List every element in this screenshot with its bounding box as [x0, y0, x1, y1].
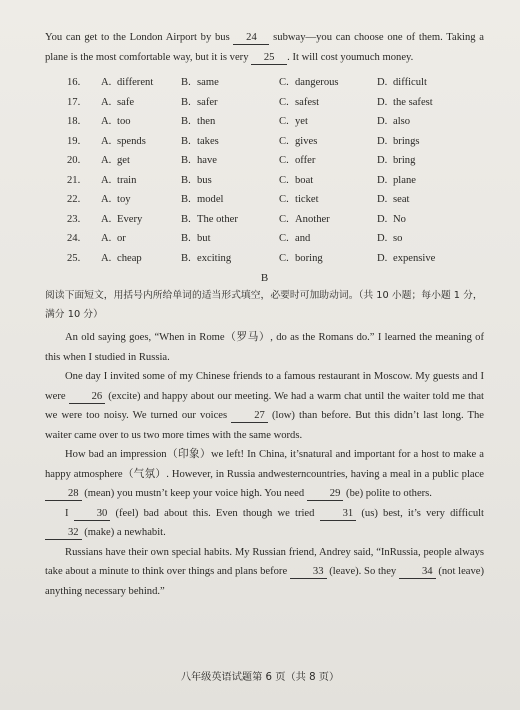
- option-row: [67, 132, 477, 152]
- option-row: [67, 249, 477, 269]
- option-text: safe: [117, 96, 135, 108]
- option-letter: C.: [279, 174, 289, 186]
- para3-text-3: (be) polite to others.: [346, 488, 432, 499]
- option-text: also: [393, 116, 411, 128]
- para4-text-3: (us) best, it’s very difficult: [361, 507, 484, 519]
- para5-text-3: (not leave) anything necessary behind.”: [45, 566, 485, 597]
- passage-paragraph-4: [45, 504, 484, 543]
- para5-text-2: (leave). So they: [329, 566, 397, 577]
- option-b: [181, 93, 279, 113]
- option-letter: B.: [181, 252, 191, 264]
- option-text: so: [393, 233, 403, 245]
- option-text: train: [117, 174, 137, 186]
- option-text: then: [197, 116, 216, 128]
- instructions: 阅读下面短文，用括号内所给单词的适当形式填空，必要时可加助动词。（共 10 小题；每小题 1 分，满分 10 分）: [45, 290, 483, 320]
- options-table: [67, 73, 477, 268]
- option-text: takes: [197, 135, 219, 147]
- option-row: [67, 171, 477, 191]
- option-text: too: [117, 116, 131, 128]
- option-letter: B.: [181, 96, 191, 108]
- option-text: plane: [393, 174, 416, 186]
- option-text: but: [197, 233, 211, 245]
- option-letter: A.: [101, 155, 112, 167]
- option-text: cheap: [117, 252, 142, 264]
- option-d: [377, 249, 477, 269]
- blank-33: 33: [290, 566, 327, 579]
- option-letter: A.: [101, 96, 112, 108]
- option-text: different: [117, 77, 154, 89]
- option-b: [181, 190, 279, 210]
- option-letter: A.: [101, 252, 112, 264]
- option-letter: C.: [279, 116, 289, 128]
- page-footer: 八年级英语试题第 6 页（共 8 页）: [180, 672, 340, 683]
- option-text: Every: [117, 213, 143, 225]
- question-number: 18.: [67, 116, 81, 128]
- option-text: Another: [295, 213, 330, 225]
- option-text: safest: [295, 96, 320, 108]
- option-text: ticket: [295, 194, 319, 206]
- para5-text-1: Russians have their own special habits. My Russian friend, Andrey said, “InRussia, people always take about a minute to think over things and plans before: [45, 546, 484, 577]
- option-text: have: [197, 155, 217, 167]
- intro-paragraph: [45, 28, 484, 67]
- option-text: safer: [197, 96, 218, 108]
- option-text: dangerous: [295, 77, 339, 89]
- option-letter: A.: [101, 77, 112, 89]
- option-b: [181, 132, 279, 152]
- option-a: [101, 171, 181, 191]
- option-c: [279, 151, 377, 171]
- blank-24: 24: [233, 32, 269, 45]
- option-letter: C.: [279, 252, 289, 264]
- question-number: 21.: [67, 174, 81, 186]
- option-text: exciting: [197, 252, 232, 264]
- question-number: 17.: [67, 96, 81, 108]
- question-number: 25.: [67, 252, 81, 264]
- option-letter: D.: [377, 213, 388, 225]
- option-text: get: [117, 155, 130, 167]
- option-text: yet: [295, 116, 308, 128]
- option-letter: D.: [377, 194, 388, 206]
- option-text: boat: [295, 174, 314, 186]
- option-letter: C.: [279, 135, 289, 147]
- option-letter: D.: [377, 155, 388, 167]
- option-text: model: [197, 194, 224, 206]
- blank-29: 29: [307, 488, 344, 501]
- option-row: [67, 93, 477, 113]
- option-c: [279, 210, 377, 230]
- option-d: [377, 190, 477, 210]
- para2-text-1: One day I invited some of my Chinese friends to a famous restaurant in Moscow. My guests and I were: [45, 371, 484, 402]
- option-text: expensive: [393, 252, 436, 264]
- option-c: [279, 132, 377, 152]
- passage-paragraph-1: An old saying goes, “When in Rome（罗马）, do as the Romans do.” I learned the meaning of this when I studied in Russia.: [45, 332, 484, 363]
- blank-26: 26: [69, 391, 106, 404]
- option-letter: B.: [181, 174, 191, 186]
- option-text: or: [117, 233, 126, 245]
- passage-paragraph-2: [45, 367, 484, 445]
- option-c: [279, 73, 377, 93]
- option-row: [67, 112, 477, 132]
- option-d: [377, 112, 477, 132]
- option-text: The other: [197, 213, 238, 225]
- option-text: brings: [393, 135, 420, 147]
- option-b: [181, 249, 279, 269]
- option-text: difficult: [393, 77, 427, 89]
- question-number: 19.: [67, 135, 81, 147]
- blank-30: 30: [74, 508, 111, 521]
- para2-text-2: (excite) and happy about our meeting. We had a warm chat until the waiter told me that we were too noisy. We turned our voices: [45, 390, 484, 421]
- blank-32: 32: [45, 527, 82, 540]
- passage-paragraph-5: [45, 543, 484, 602]
- option-text: and: [295, 233, 311, 245]
- option-b: [181, 171, 279, 191]
- option-text: gives: [295, 135, 318, 147]
- option-d: [377, 151, 477, 171]
- blank-34: 34: [399, 566, 436, 579]
- option-letter: A.: [101, 213, 112, 225]
- intro-text-2: subway—you can choose one of them. Taking a plane is the most comfortable way, but it is very: [45, 32, 484, 63]
- option-row: [67, 73, 477, 93]
- option-b: [181, 210, 279, 230]
- option-letter: A.: [101, 135, 112, 147]
- option-letter: B.: [181, 233, 191, 245]
- option-letter: C.: [279, 213, 289, 225]
- option-row: [67, 210, 477, 230]
- section-b-heading: B: [260, 272, 269, 284]
- option-text: bring: [393, 155, 416, 167]
- option-d: [377, 171, 477, 191]
- para3-text-2: (mean) you mustn’t keep your voice high. You need: [84, 488, 305, 499]
- para4-text-1: I: [65, 507, 69, 519]
- option-text: same: [197, 77, 219, 89]
- option-c: [279, 171, 377, 191]
- option-row: [67, 190, 477, 210]
- option-d: [377, 73, 477, 93]
- option-b: [181, 151, 279, 171]
- option-letter: C.: [279, 77, 289, 89]
- option-c: [279, 112, 377, 132]
- option-letter: B.: [181, 194, 191, 206]
- blank-28: 28: [45, 488, 82, 501]
- option-letter: D.: [377, 135, 388, 147]
- option-text: spends: [117, 135, 146, 147]
- intro-text-3: . It will cost youmuch money.: [287, 51, 414, 63]
- option-letter: D.: [377, 233, 388, 245]
- question-number: 22.: [67, 194, 81, 206]
- option-a: [101, 190, 181, 210]
- option-text: boring: [295, 252, 323, 264]
- option-b: [181, 229, 279, 249]
- option-c: [279, 190, 377, 210]
- option-text: the safest: [393, 96, 433, 108]
- option-row: [67, 229, 477, 249]
- option-a: [101, 210, 181, 230]
- option-letter: D.: [377, 96, 388, 108]
- question-number: 23.: [67, 213, 81, 225]
- option-letter: A.: [101, 233, 112, 245]
- option-letter: B.: [181, 155, 191, 167]
- option-a: [101, 249, 181, 269]
- para3-text-1: How bad an impression（印象）we left! In China, it’snatural and important for a host to make a happy atmosphere（气氛）. However, in Russia andwesterncountries, having a meal in a public place: [45, 449, 484, 480]
- option-text: bus: [197, 174, 212, 186]
- option-a: [101, 132, 181, 152]
- option-letter: D.: [377, 252, 388, 264]
- option-row: [67, 151, 477, 171]
- question-number: 24.: [67, 233, 81, 245]
- option-a: [101, 112, 181, 132]
- option-c: [279, 249, 377, 269]
- option-text: toy: [117, 194, 131, 206]
- option-letter: B.: [181, 77, 191, 89]
- option-letter: C.: [279, 233, 289, 245]
- option-text: No: [393, 213, 406, 225]
- option-d: [377, 132, 477, 152]
- option-letter: B.: [181, 213, 191, 225]
- blank-25: 25: [251, 52, 287, 65]
- option-text: offer: [295, 155, 316, 167]
- option-letter: C.: [279, 96, 289, 108]
- option-letter: C.: [279, 155, 289, 167]
- option-letter: C.: [279, 194, 289, 206]
- option-c: [279, 229, 377, 249]
- blank-27: 27: [231, 410, 268, 423]
- option-letter: A.: [101, 174, 112, 186]
- option-b: [181, 112, 279, 132]
- question-number: 20.: [67, 155, 81, 167]
- blank-31: 31: [320, 508, 357, 521]
- option-letter: B.: [181, 135, 191, 147]
- option-d: [377, 229, 477, 249]
- option-b: [181, 73, 279, 93]
- option-a: [101, 93, 181, 113]
- option-a: [101, 229, 181, 249]
- option-c: [279, 93, 377, 113]
- para2-text-3: (low) than before. But this didn’t last long. The waiter came over to us two more times with the same words.: [45, 410, 484, 441]
- option-d: [377, 210, 477, 230]
- para4-text-4: (make) a newhabit.: [84, 527, 166, 538]
- option-text: seat: [393, 194, 410, 206]
- option-letter: A.: [101, 194, 112, 206]
- option-letter: D.: [377, 174, 388, 186]
- question-number: 16.: [67, 77, 81, 89]
- option-letter: A.: [101, 116, 112, 128]
- intro-text-1: You can get to the London Airport by bus: [45, 32, 230, 43]
- option-d: [377, 93, 477, 113]
- passage-paragraph-3: [45, 445, 484, 504]
- option-letter: D.: [377, 77, 388, 89]
- option-letter: B.: [181, 116, 191, 128]
- para4-text-2: (feel) bad about this. Even though we tried: [115, 507, 315, 519]
- option-a: [101, 151, 181, 171]
- option-letter: D.: [377, 116, 388, 128]
- option-a: [101, 73, 181, 93]
